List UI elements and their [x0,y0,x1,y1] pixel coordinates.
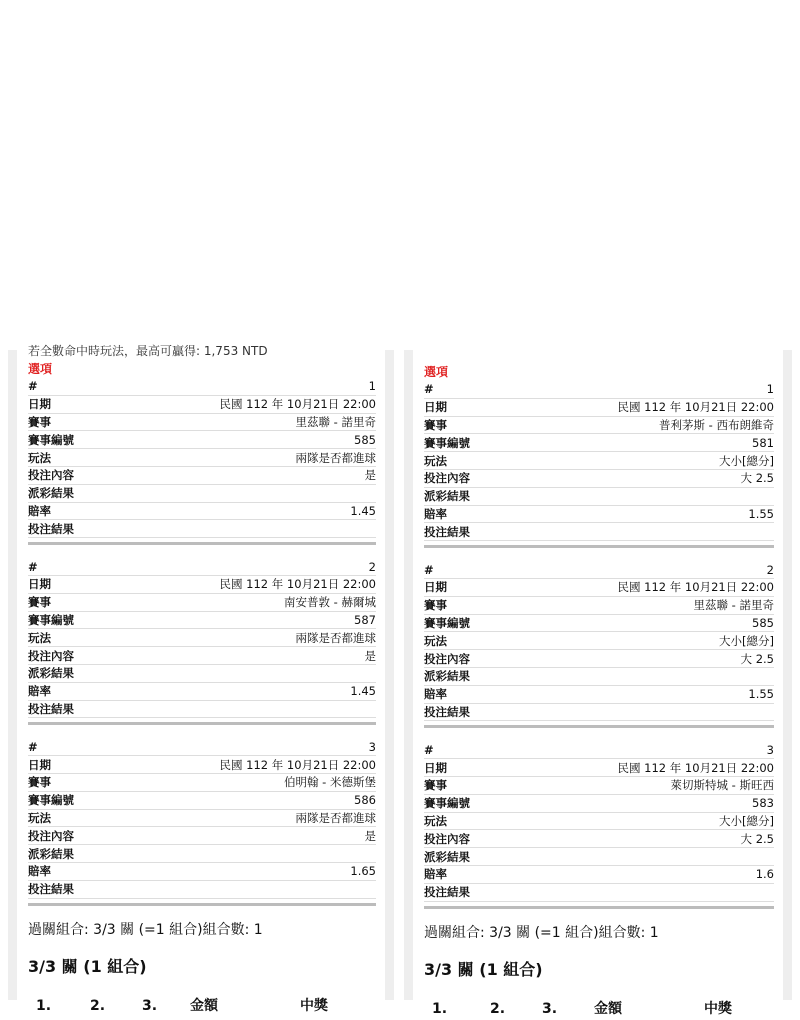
row-value: 兩隊是否都進球 [295,630,376,645]
row-key: 派彩結果 [424,849,470,864]
row-key: 賽事 [424,778,447,793]
row-key: 玩法 [424,453,447,468]
row-key: 賽事編號 [424,796,470,811]
selection-2 [424,561,774,728]
row-value: 民國 112 年 10月21日 22:00 [219,577,376,592]
row-value: 萊切斯特城 - 斯旺西 [670,778,774,793]
detail-row [28,612,376,630]
detail-row [28,665,376,683]
detail-row [424,650,774,668]
left-screenshot [8,344,394,1014]
detail-row [424,615,774,633]
row-value: 1.65 [350,864,376,879]
row-key: 賠率 [28,864,51,879]
row-value: 普利茅斯 - 西布朗維奇 [659,417,774,432]
detail-row [28,738,376,756]
row-key: 投注結果 [424,524,470,539]
row-value: 585 [752,615,774,630]
detail-row [28,594,376,612]
bet-slip-card [17,344,385,1014]
detail-row [424,884,774,902]
row-value: 兩隊是否都進球 [295,810,376,825]
row-value: 民國 112 年 10月21日 22:00 [219,757,376,772]
row-key: 投注結果 [424,704,470,719]
column-header: 1. [36,997,52,1014]
detail-row [424,866,774,884]
detail-row [28,414,376,432]
row-value: 大 2.5 [740,831,774,846]
max-win-text: 若全數命中時玩法，最高可贏得: 1,753 NTD [28,344,268,358]
row-key: 賠率 [424,506,447,521]
row-key: # [28,379,38,394]
row-key: # [424,742,434,757]
detail-row [28,863,376,881]
combination-table-header [28,995,376,1017]
combination-group-title: 3/3 關 (1 組合) [28,956,147,976]
detail-row [424,579,774,597]
selection-divider [28,903,376,906]
row-key: 投注結果 [28,882,74,897]
row-key: 投注內容 [28,468,74,483]
selection-divider [28,722,376,725]
detail-row [424,523,774,541]
column-header: 中獎 [704,1000,732,1017]
column-header: 2. [490,1000,506,1017]
detail-row [28,629,376,647]
blank-area [0,0,800,350]
row-key: 投注內容 [424,831,470,846]
row-value: 1.45 [350,684,376,699]
row-key: 投注內容 [28,828,74,843]
row-key: 日期 [28,757,51,772]
row-key: 投注結果 [28,701,74,716]
row-value: 585 [354,432,376,447]
row-value: 3 [766,742,774,757]
row-key: 玩法 [424,633,447,648]
selection-3 [424,741,774,908]
row-value: 民國 112 年 10月21日 22:00 [219,397,376,412]
row-value: 大 2.5 [740,651,774,666]
row-value: 民國 112 年 10月21日 22:00 [617,760,774,775]
detail-row [28,396,376,414]
row-key: # [28,739,38,754]
selection-1 [28,378,376,545]
row-value: 民國 112 年 10月21日 22:00 [617,400,774,415]
selection-1 [424,381,774,548]
detail-row [424,506,774,524]
combination-table-header [424,998,774,1020]
detail-row [28,774,376,792]
row-key: 投注內容 [424,471,470,486]
row-value: 2 [766,562,774,577]
row-key: # [424,382,434,397]
row-value: 大 2.5 [740,471,774,486]
column-header: 中獎 [300,997,328,1014]
detail-row [28,810,376,828]
row-value: 大小[總分] [719,633,774,648]
detail-row [28,881,376,899]
detail-row [424,830,774,848]
detail-row [424,452,774,470]
row-key: 賽事編號 [28,432,74,447]
row-key: 玩法 [28,450,51,465]
row-key: 日期 [28,577,51,592]
detail-row [28,683,376,701]
right-screenshot [404,350,792,1017]
detail-row [28,756,376,774]
detail-row [28,647,376,665]
detail-row [28,576,376,594]
row-value: 581 [752,435,774,450]
selection-divider [424,906,774,909]
row-key: 賽事編號 [28,612,74,627]
row-key: 賽事 [28,595,51,610]
detail-row [28,467,376,485]
detail-row [424,686,774,704]
detail-row [424,399,774,417]
row-value: 3 [368,739,376,754]
bet-slip-card [413,350,783,1017]
row-key: 日期 [28,397,51,412]
selection-divider [424,725,774,728]
detail-row [424,741,774,759]
parlay-combination-text: 過關組合: 3/3 關 (=1 組合)組合數: 1 [28,921,263,938]
detail-row [28,845,376,863]
column-header: 3. [542,1000,558,1017]
row-value: 583 [752,796,774,811]
row-key: 賠率 [28,503,51,518]
row-key: 賽事 [28,775,51,790]
row-value: 是 [364,648,376,663]
combination-group-title: 3/3 關 (1 組合) [424,959,543,979]
column-header: 3. [142,997,158,1014]
detail-row [28,431,376,449]
row-value: 南安普敦 - 赫爾城 [284,595,376,610]
selection-3 [28,738,376,905]
row-value: 兩隊是否都進球 [295,450,376,465]
row-key: 派彩結果 [28,846,74,861]
row-value: 1 [766,382,774,397]
row-key: # [424,562,434,577]
detail-row [424,795,774,813]
row-value: 大小[總分] [719,453,774,468]
detail-row [28,558,376,576]
detail-row [424,597,774,615]
detail-row [424,813,774,831]
detail-row [28,503,376,521]
column-header: 1. [432,1000,448,1017]
row-key: 賠率 [424,867,447,882]
detail-row [28,485,376,503]
row-key: 玩法 [28,810,51,825]
detail-row [424,381,774,399]
selections-label: 選項 [28,362,53,376]
row-key: 派彩結果 [28,666,74,681]
row-value: 1.6 [755,867,774,882]
detail-row [424,488,774,506]
row-key: 派彩結果 [28,486,74,501]
row-key: 賽事編號 [424,615,470,630]
row-value: 里茲聯 - 諾里奇 [295,414,376,429]
detail-row [28,827,376,845]
detail-row [424,470,774,488]
row-key: 日期 [424,400,447,415]
row-key: 賽事 [424,598,447,613]
row-value: 伯明翰 - 米德斯堡 [284,775,376,790]
detail-row [424,632,774,650]
bet-slip-content [424,361,774,1020]
row-value: 是 [364,468,376,483]
row-value: 里茲聯 - 諾里奇 [693,598,774,613]
row-key: 玩法 [424,813,447,828]
row-value: 1 [368,379,376,394]
detail-row [28,701,376,719]
row-key: 賽事編號 [28,793,74,808]
row-key: 賽事 [424,417,447,432]
detail-row [424,417,774,435]
detail-row [28,520,376,538]
row-key: 派彩結果 [424,489,470,504]
row-key: 投注內容 [424,651,470,666]
row-value: 民國 112 年 10月21日 22:00 [617,580,774,595]
row-key: 日期 [424,760,447,775]
row-value: 1.45 [350,503,376,518]
detail-row [424,704,774,722]
column-header: 金額 [190,997,218,1014]
selections-label: 選項 [424,365,449,379]
row-value: 586 [354,793,376,808]
row-key: 投注結果 [424,885,470,900]
detail-row [424,777,774,795]
row-key: 賽事編號 [424,435,470,450]
row-key: 賠率 [424,687,447,702]
row-value: 2 [368,559,376,574]
row-key: 賽事 [28,414,51,429]
column-header: 2. [90,997,106,1014]
detail-row [424,759,774,777]
detail-row [424,848,774,866]
detail-row [424,668,774,686]
bet-slip-content [28,344,376,1017]
detail-row [28,449,376,467]
row-value: 大小[總分] [719,813,774,828]
selection-divider [424,545,774,548]
row-key: 投注結果 [28,521,74,536]
detail-row [424,561,774,579]
row-key: 投注內容 [28,648,74,663]
column-header: 金額 [594,1000,622,1017]
selection-2 [28,558,376,725]
detail-row [28,792,376,810]
row-key: 賠率 [28,684,51,699]
row-value: 是 [364,828,376,843]
parlay-combination-text: 過關組合: 3/3 關 (=1 組合)組合數: 1 [424,924,659,941]
row-value: 1.55 [748,506,774,521]
row-key: # [28,559,38,574]
row-value: 587 [354,612,376,627]
row-value: 1.55 [748,687,774,702]
row-key: 玩法 [28,630,51,645]
selection-divider [28,542,376,545]
row-key: 派彩結果 [424,669,470,684]
detail-row [424,434,774,452]
row-key: 日期 [424,580,447,595]
detail-row [28,378,376,396]
